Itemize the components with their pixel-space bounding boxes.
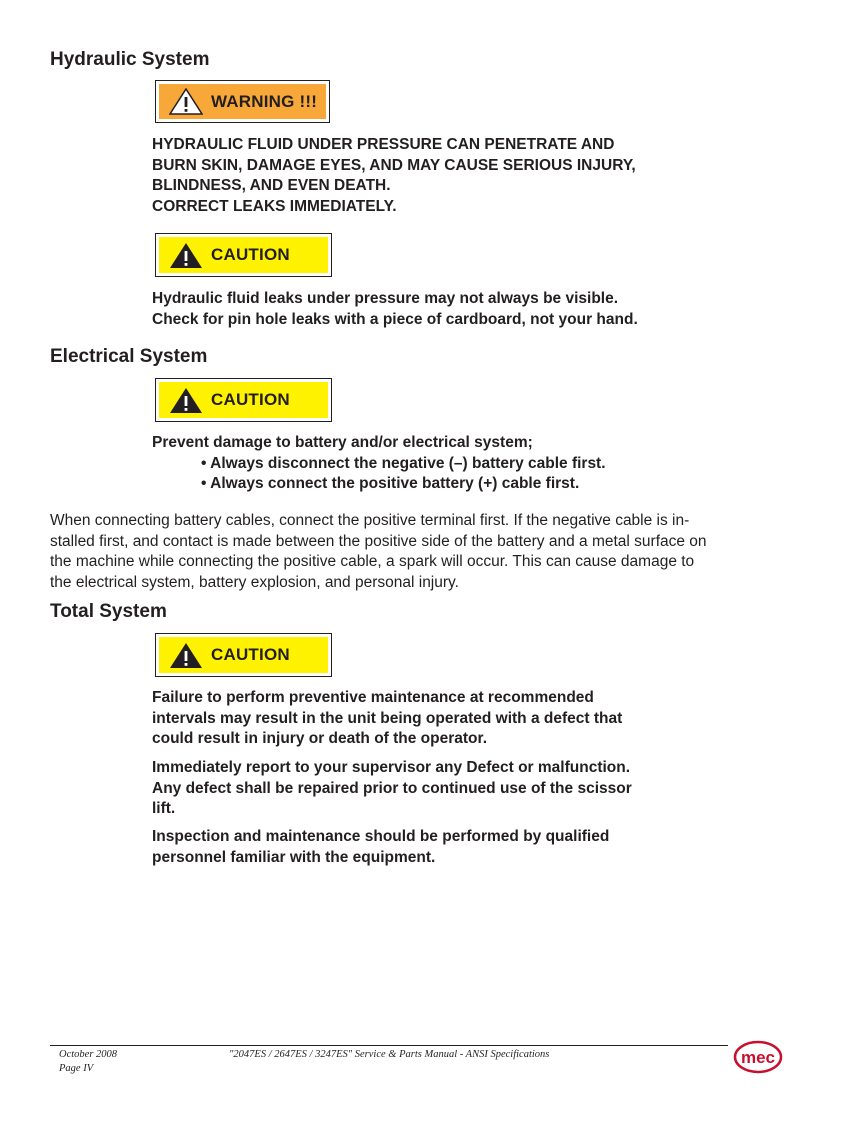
caution-badge-total [155,633,332,677]
warning-triangle-icon [169,88,203,115]
footer-rule [50,1045,728,1046]
caution-label: CAUTION [211,245,290,264]
section-title-electrical: Electrical System [50,346,208,367]
caution-badge-electrical [155,378,332,422]
mec-logo-text: mec [740,1048,776,1067]
bullet-item: • Always disconnect the negative (–) battery cable first. [201,454,606,472]
warning-label: WARNING !!! [211,91,318,111]
footer-manual-title: "2047ES / 2647ES / 3247ES" Service & Parts Manual - ANSI Specifications [229,1049,550,1060]
section-title-total: Total System [50,601,167,622]
footer-date: October 2008 [59,1049,118,1060]
footer-page-number: Page IV [59,1063,94,1074]
warning-triangle-icon [169,242,203,269]
electrical-body-paragraph: When connecting battery cables, connect the positive terminal first. If the negative cable is in- stalled first, and contact is made between the positive side of the battery and a metal surface on the machine while connecting the positive cable, a spark will occur. This can cause damage to the electrical system, battery explosion, and personal injury. [50,512,707,592]
hydraulic-caution-text: Hydraulic fluid leaks under pressure may not always be visible. Check for pin hole leaks with a piece of cardboard, not your hand. [152,290,638,328]
total-paragraph-3: Inspection and maintenance should be performed by qualified personnel familiar with the equipment. [152,828,610,866]
caution-label: CAUTION [211,645,290,664]
warning-badge [155,80,330,123]
total-paragraph-2: Immediately report to your supervisor any Defect or malfunction. Any defect shall be repaired prior to continued use of the scissor lift. [152,759,632,818]
mec-logo-icon [733,1040,783,1074]
caution-label: CAUTION [211,390,290,409]
warning-triangle-icon [169,387,203,414]
electrical-caution-text: Prevent damage to battery and/or electrical system; • Always disconnect the negative (–) battery cable first. • Always connect the positive battery (+) cable first. [152,433,606,495]
total-paragraph-1: Failure to perform preventive maintenance at recommended intervals may result in the unit being operated with a defect that could result in injury or death of the operator. [152,689,623,748]
caution-badge-hydraulic [155,233,332,277]
hydraulic-warning-text: HYDRAULIC FLUID UNDER PRESSURE CAN PENETRATE AND BURN SKIN, DAMAGE EYES, AND MAY CAUSE SERIOUS INJURY, BLINDNESS, AND EVEN DEATH. CORRECT LEAKS IMMEDIATELY. [152,136,636,216]
section-title-hydraulic: Hydraulic System [50,49,210,70]
bullet-item: • Always connect the positive battery (+) cable first. [201,475,580,493]
warning-triangle-icon [169,642,203,669]
